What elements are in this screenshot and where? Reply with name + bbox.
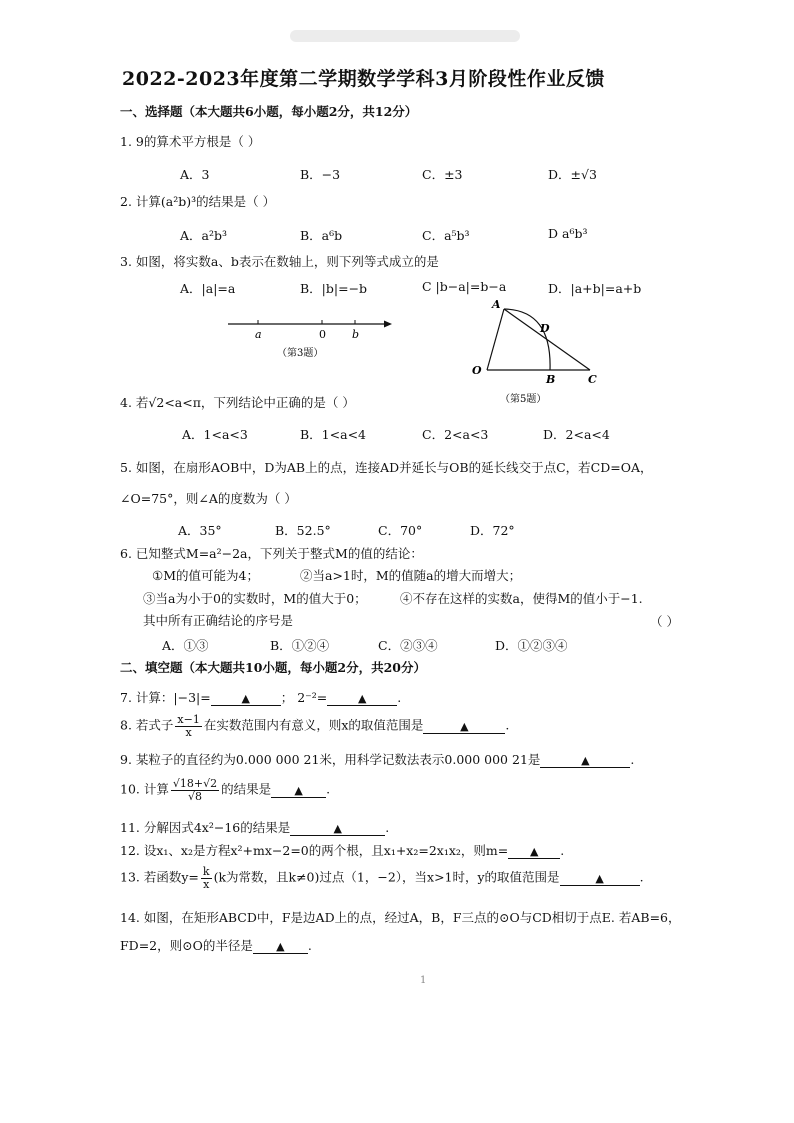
- q3-option-a: A．|a|=a: [180, 281, 236, 296]
- question-3-stem: 3. 如图，将实数a、b表示在数轴上，则下列等式成立的是: [120, 254, 439, 269]
- q7-text-a: 7. 计算：|−3|=: [120, 690, 211, 705]
- point-o-label: O: [472, 364, 482, 377]
- point-b-label: B: [546, 373, 556, 386]
- question-5-line-2: ∠O=75°，则∠A的度数为（ ）: [120, 491, 297, 506]
- q13-answer-blank[interactable]: [560, 870, 640, 886]
- question-4-stem: 4. 若√2<a<π，下列结论中正确的是（ ）: [120, 395, 355, 410]
- q12-answer-blank[interactable]: [508, 843, 560, 859]
- question-13: 13. 若函数y= $\frac{k}{x}$ (k为常数，且k≠0)过点（1，−2），当x>1时，y的取值范围是 ▲ .: [120, 865, 644, 891]
- q6-option-d: D．①②③④: [495, 638, 568, 653]
- question-10: 10. 计算 $\frac{√18+√2}{√8}$ 的结果是 ▲ .: [120, 777, 331, 803]
- q6-answer-paren: （ ）: [650, 614, 679, 629]
- answer-marker-icon: ▲: [595, 871, 604, 885]
- q6-conclusion-3: ③当a为小于0的实数时，M的值大于0；: [143, 591, 367, 606]
- q10-answer-blank[interactable]: [271, 782, 326, 798]
- answer-marker-icon: ▲: [460, 719, 469, 733]
- answer-marker-icon: ▲: [530, 845, 539, 858]
- label-zero: 0: [319, 328, 326, 341]
- question-6-line-1: 6. 已知整式M=a²−2a，下列关于整式M的值的结论：: [120, 546, 423, 561]
- q5-option-a: A．35°: [178, 523, 222, 538]
- q1-option-c: C．±3: [422, 167, 463, 182]
- q5-option-d: D．72°: [470, 523, 515, 538]
- question-14-line-2: FD=2，则⊙O的半径是 ▲ .: [120, 938, 312, 953]
- q5-option-c: C．70°: [378, 523, 423, 538]
- answer-marker-icon: ▲: [294, 783, 303, 797]
- q3-option-d: D．|a+b|=a+b: [548, 281, 642, 296]
- page-number: 1: [420, 975, 427, 986]
- question-9: 9. 某粒子的直径约为0.000 000 21米，用科学记数法表示0.000 000 21是 ▲ .: [120, 752, 635, 767]
- point-a-label: A: [492, 298, 501, 311]
- q6-option-b: B．①②④: [270, 638, 330, 653]
- q6-conclusion-2: ②当a>1时，M的值随a的增大而增大；: [300, 568, 522, 583]
- q4-option-b: B．1<a<4: [300, 427, 366, 442]
- label-b: b: [352, 328, 360, 341]
- figure-3-caption: （第3题）: [277, 348, 324, 359]
- q6-conclusion-1: ①M的值可能为4；: [152, 568, 259, 583]
- q4-option-a: A．1<a<3: [182, 427, 248, 442]
- q3-option-c: C |b−a|=b−a: [422, 279, 507, 294]
- number-line-arrow: [384, 321, 392, 328]
- question-14-line-1: 14. 如图，在矩形ABCD中，F是边AD上的点，经过A，B，F三点的⊙O与CD相切于点E. 若AB=6，: [120, 910, 681, 925]
- page-title: 2022-2023年度第二学期数学学科3月阶段性作业反馈: [122, 68, 605, 90]
- arc-ab: [504, 309, 550, 370]
- question-5-line-1: 5. 如图，在扇形AOB中，D为AB上的点，连接AD并延长与OB的延长线交于点C，若CD=OA，: [120, 460, 653, 475]
- q7-answer-blank-2[interactable]: [327, 690, 397, 706]
- answer-marker-icon: ▲: [241, 692, 250, 705]
- q1-option-a: A．3: [180, 167, 210, 182]
- q8-answer-blank[interactable]: [423, 718, 505, 734]
- answer-marker-icon: ▲: [333, 822, 342, 835]
- q4-option-d: D．2<a<4: [543, 427, 610, 442]
- answer-marker-icon: ▲: [276, 940, 285, 953]
- q2-option-c: C．a⁵b³: [422, 228, 470, 243]
- scan-smudge: [290, 30, 520, 42]
- q2-option-a: A．a²b³: [180, 228, 228, 243]
- question-6-line-4: 其中所有正确结论的序号是: [143, 613, 294, 628]
- point-d-label: D: [540, 322, 550, 335]
- q3-option-b: B．|b|=−b: [300, 281, 368, 296]
- figure-5-caption: （第5题）: [500, 394, 547, 405]
- q1-option-b: B．−3: [300, 167, 341, 182]
- question-1-stem: 1. 9的算术平方根是（ ）: [120, 134, 261, 149]
- question-7: 7. 计算：|−3|= ▲ ； 2⁻²= ▲ .: [120, 690, 402, 705]
- q2-option-d: D a⁶b³: [548, 226, 588, 241]
- question-2-stem: 2. 计算(a²b)³的结果是（ ）: [120, 194, 276, 209]
- q1-option-d: D．±√3: [548, 167, 597, 182]
- answer-marker-icon: ▲: [581, 754, 590, 767]
- q13-fraction: $\frac{k}{x}$: [202, 865, 210, 891]
- q10-fraction: $\frac{√18+√2}{√8}$: [172, 777, 218, 803]
- label-a: a: [255, 328, 262, 341]
- q9-answer-blank[interactable]: [540, 752, 630, 768]
- q14-answer-blank[interactable]: [253, 938, 308, 954]
- q6-option-a: A．①③: [162, 638, 209, 653]
- q5-option-b: B．52.5°: [275, 523, 331, 538]
- q6-option-c: C．②③④: [378, 638, 438, 653]
- q7-text-b: ； 2⁻²=: [280, 690, 328, 705]
- point-c-label: C: [588, 373, 597, 386]
- q7-answer-blank-1[interactable]: [211, 690, 281, 706]
- question-8: 8. 若式子 $\frac{x-1}{x}$ 在实数范围内有意义，则x的取值范围是 ▲ .: [120, 713, 510, 739]
- question-11: 11. 分解因式4x²−16的结果是 ▲ .: [120, 820, 390, 835]
- q3-number-line-figure: [222, 312, 397, 362]
- q2-option-b: B．a⁶b: [300, 228, 343, 243]
- segment-oa: [487, 309, 504, 370]
- answer-marker-icon: ▲: [358, 692, 367, 705]
- section-fill-heading: 二、填空题（本大题共10小题，每小题2分，共20分）: [120, 660, 426, 675]
- section-choice-heading: 一、选择题（本大题共6小题，每小题2分，共12分）: [120, 104, 418, 119]
- question-12: 12. 设x₁、x₂是方程x²+mx−2=0的两个根，且x₁+x₂=2x₁x₂，则m= ▲ .: [120, 843, 565, 858]
- q8-fraction: $\frac{x-1}{x}$: [177, 713, 200, 739]
- q11-answer-blank[interactable]: [290, 820, 385, 836]
- q6-conclusion-4: ④不存在这样的实数a，使得M的值小于−1.: [400, 591, 643, 606]
- q5-sector-figure: [462, 292, 612, 407]
- q4-option-c: C．2<a<3: [422, 427, 489, 442]
